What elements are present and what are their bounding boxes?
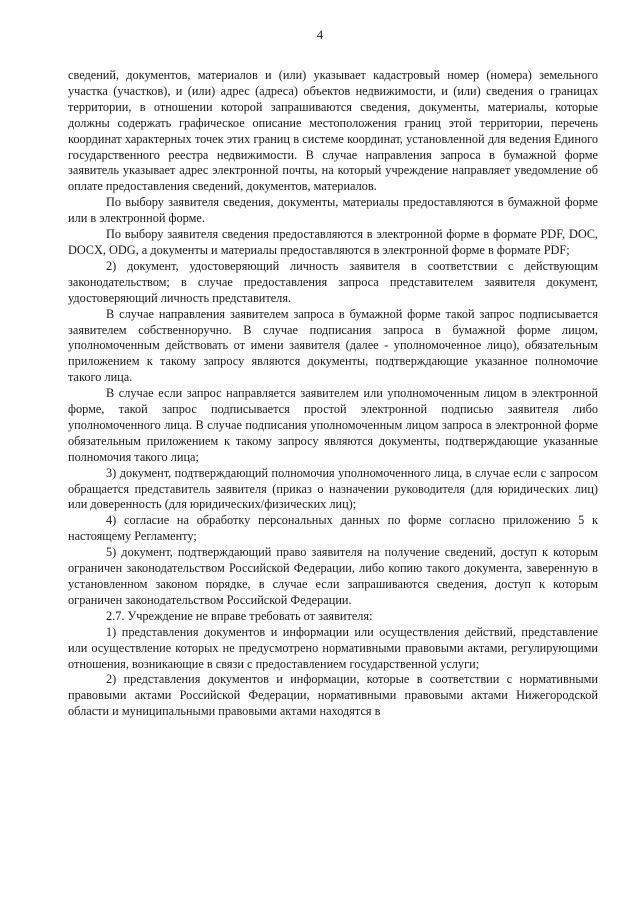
paragraph: 3) документ, подтверждающий полномочия уполномоченного лица, в случае если с запросом обращается представитель заявителя (приказ о назначении руководителя (для юридических лиц) или доверенность (для юридических/физических лиц); — [68, 465, 598, 512]
document-body — [68, 68, 598, 720]
section-heading: 2.7. Учреждение не вправе требовать от заявителя: — [106, 608, 373, 623]
paragraph: 1) представления документов и информации или осуществления действий, представление или осуществление которых не предусмотрено нормативными правовыми актами, регулирующими отношения, возникающие в связи с предоставлением государственной услуги; — [68, 624, 598, 671]
paragraph: В случае если запрос направляется заявителем или уполномоченным лицом в электронной форме, такой запрос подписывается простой электронной подписью заявителя либо уполномоченного лица. В случае подписания уполномоченным лицом запроса в электронной форме обязательным приложением к такому запросу являются документы, подтверждающие указанные полномочия такого лица; — [68, 386, 598, 464]
page-number: 4 — [316, 28, 324, 42]
paragraph: 2) документ, удостоверяющий личность заявителя в соответствии с действующим законодательством; в случае предоставления запроса представителем заявителя документ, удостоверяющий личность представителя. — [68, 258, 598, 305]
paragraph: В случае направления заявителем запроса в бумажной форме такой запрос подписывается заявителем собственноручно. В случае подписания запроса в бумажной форме лицом, уполномоченным действовать от имени заявителя (далее - уполномоченное лицо), обязательным приложением к такому запросу являются документы, подтверждающие указанное полномочие такого лица. — [68, 306, 598, 385]
paragraph: По выбору заявителя сведения, документы, материалы предоставляются в бумажной форме или в электронной форме. — [68, 195, 598, 226]
paragraph: 5) документ, подтверждающий право заявителя на получение сведений, доступ к которым ограничен законодательством Российской Федерации, либо копию такого документа, заверенную в установленном законом порядке, в случае если запрашиваются сведения, доступ к которым ограничен законодательством Российской Федерации. — [68, 545, 598, 607]
paragraph: По выбору заявителя сведения предоставляются в электронной форме в формате PDF, DOC, DOCX, ODG, а документы и материалы предоставляются в электронной форме в формате PDF; — [68, 227, 598, 257]
paragraph: сведений, документов, материалов и (или) указывает кадастровый номер (номера) земельного участка (участков), и (или) адрес (адреса) объектов недвижимости, и (или) сведения о границах территории, в отношении которой запрашиваются сведения, документы, материалы, которые должны содержать графическое описание местоположения границ этой территории, перечень координат характерных точек этих границ в системе координат, установленной для ведения Единого государственного реестра недвижимости. В случае направления запроса в бумажной форме заявитель указывает адрес электронной почты, на который учреждение направляет уведомление об оплате предоставления сведений, документов, материалов. — [68, 68, 598, 194]
paragraph: 2) представления документов и информации, которые в соответствии с нормативными правовыми актами Российской Федерации, нормативными правовыми актами Нижегородской области и муниципальными правовыми актами находятся в — [68, 672, 598, 719]
paragraph: 4) согласие на обработку персональных данных по форме согласно приложению 5 к настоящему Регламенту; — [68, 513, 598, 544]
